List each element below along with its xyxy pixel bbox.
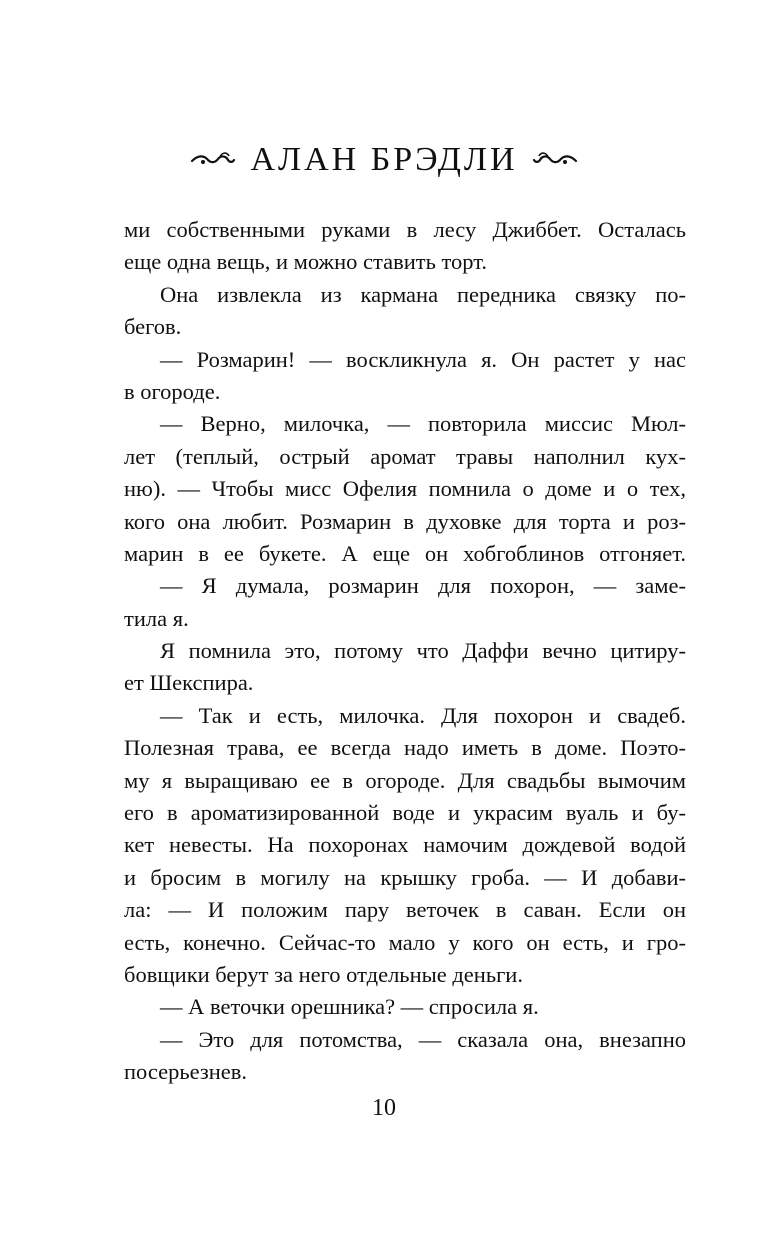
text-line: Полезная трава, ее всегда надо иметь в доме. Поэто- xyxy=(124,735,686,761)
page-number: 10 xyxy=(372,1095,396,1121)
text-line: ла: — И положим пару веточек в саван. Если он xyxy=(124,897,686,923)
text-line: и бросим в могилу на крышку гроба. — И добави- xyxy=(124,864,686,890)
text-line: в огороде. xyxy=(124,378,221,404)
text-line: кого она любит. Розмарин в духовке для торта и роз- xyxy=(124,508,686,534)
author-name: АЛАН БРЭДЛИ xyxy=(250,141,518,178)
text-line: посерьезнев. xyxy=(124,1059,248,1085)
text-line: — Я думала, розмарин для похорон, — заме- xyxy=(160,573,686,599)
left-flourish-icon xyxy=(190,149,236,171)
text-line: еще одна вещь, и можно ставить торт. xyxy=(124,249,487,275)
text-line: — Это для потомства, — сказала она, внезапно xyxy=(160,1026,686,1052)
text-line: му я выращиваю ее в огороде. Для свадьбы вымочим xyxy=(124,767,686,793)
text-line: Я помнила это, потому что Даффи вечно цитиру- xyxy=(160,638,686,664)
text-line: есть, конечно. Сейчас-то мало у кого он есть, и гро- xyxy=(124,929,686,955)
text-line: — А веточки орешника? — спросила я. xyxy=(160,994,539,1020)
text-line: марин в ее букете. А еще он хобгоблинов отгоняет. xyxy=(124,540,686,566)
text-line: тила я. xyxy=(124,605,189,631)
text-line: ми собственными руками в лесу Джиббет. Осталась xyxy=(124,217,686,242)
text-line: — Верно, милочка, — повторила миссис Мюл- xyxy=(160,411,686,437)
text-line: бегов. xyxy=(124,314,182,340)
text-line: его в ароматизированной воде и украсим вуаль и бу- xyxy=(124,800,686,826)
running-header xyxy=(0,138,768,182)
text-line: ет Шекспира. xyxy=(124,670,254,696)
right-flourish-icon xyxy=(532,149,578,171)
text-line: ню). — Чтобы мисс Офелия помнила о доме и о тех, xyxy=(124,476,686,502)
page-body xyxy=(124,214,686,1089)
text-line: кет невесты. На похоронах намочим дождевой водой xyxy=(124,832,686,858)
text-line: бовщики берут за него отдельные деньги. xyxy=(124,961,523,987)
text-line: — Розмарин! — воскликнула я. Он растет у нас xyxy=(160,346,686,372)
text-line: Она извлекла из кармана передника связку по- xyxy=(160,281,686,307)
text-line: лет (теплый, острый аромат травы наполнил кух- xyxy=(124,443,686,469)
text-line: — Так и есть, милочка. Для похорон и свадеб. xyxy=(160,702,686,728)
